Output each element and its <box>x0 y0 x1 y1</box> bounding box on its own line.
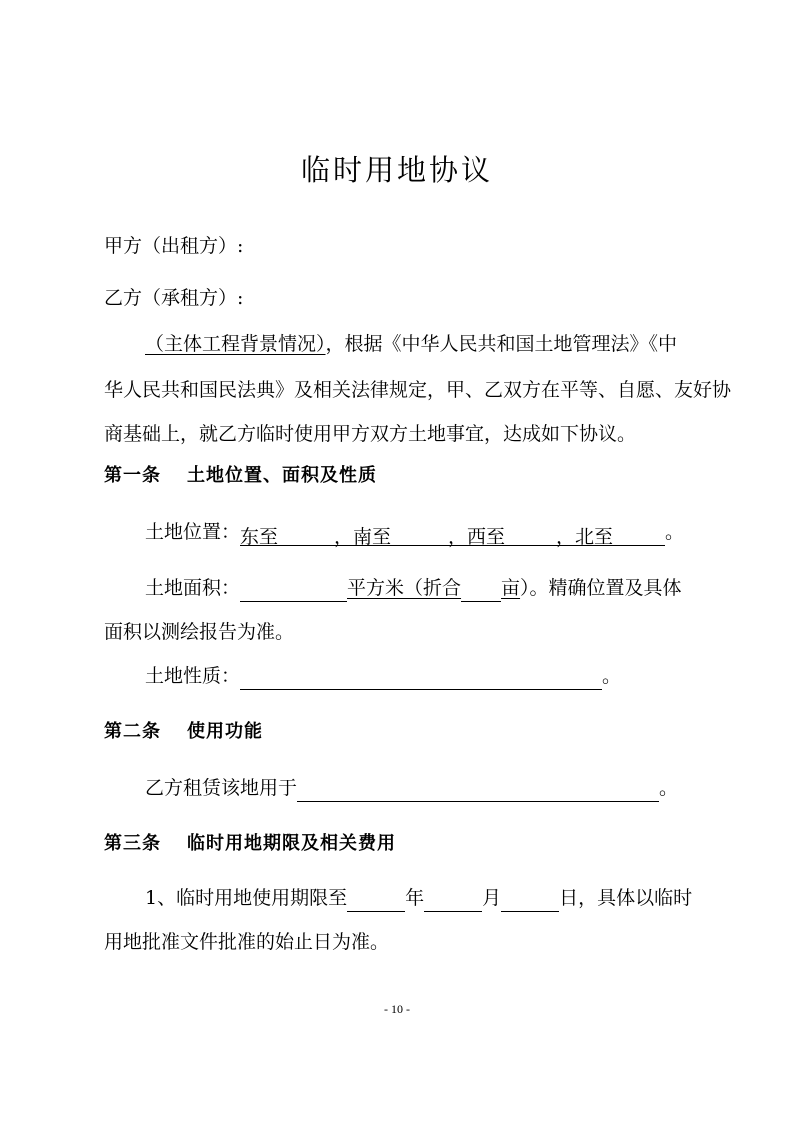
usage-line <box>145 774 678 802</box>
usage-end: 。 <box>659 777 679 799</box>
term-line-2: 用地批准文件批准的始止日为准。 <box>104 931 390 953</box>
land-area-label: 土地面积： <box>145 577 241 599</box>
land-location-line <box>145 518 684 546</box>
article-3-title: 临时用地期限及相关费用 <box>187 833 396 854</box>
usage-blank <box>297 779 659 802</box>
document-title: 临时用地协议 <box>300 153 493 187</box>
land-location-blank <box>240 523 665 546</box>
article-2-number: 第二条 <box>104 721 161 742</box>
preamble-line-1-text: ，根据《中华人民共和国土地管理法》《中 <box>325 333 678 355</box>
term-line-1-rest: 日，具体以临时 <box>559 887 693 909</box>
land-area-rest: ）。精确位置及具体 <box>520 577 682 599</box>
land-nature-end: 。 <box>602 665 622 687</box>
preamble-line-3: 商基础上，就乙方临时使用甲方双方土地事宜，达成如下协议。 <box>104 423 637 445</box>
land-location-label: 土地位置： <box>145 521 241 543</box>
article-3-number: 第三条 <box>104 833 161 854</box>
party-b-line: 乙方（承租方）: <box>104 287 244 309</box>
square-meter-unit: 平方米（折合 <box>347 577 462 599</box>
land-location-end: 。 <box>665 521 685 543</box>
land-area-line <box>145 574 682 602</box>
land-area-line-2: 面积以测绘报告为准。 <box>104 621 295 643</box>
west-boundary-label: ，西至 <box>448 526 506 548</box>
article-1-number: 第一条 <box>104 465 161 486</box>
north-boundary-label: ，北至 <box>556 526 614 548</box>
year-blank <box>347 889 405 912</box>
usage-label: 乙方租赁该地用于 <box>145 777 298 799</box>
article-1-heading <box>104 462 377 490</box>
article-1-title: 土地位置、面积及性质 <box>187 465 377 486</box>
project-background-field: （主体工程背景情况） <box>145 333 326 355</box>
south-boundary-label: ，南至 <box>334 526 392 548</box>
article-2-heading <box>104 718 263 746</box>
preamble-line-2: 华人民共和国民法典》及相关法律规定，甲、乙双方在平等、自愿、友好协 <box>104 379 732 401</box>
month-blank <box>424 889 482 912</box>
east-boundary-label: 东至 <box>240 526 279 548</box>
page-number: - 10 - <box>384 1002 410 1016</box>
day-blank <box>501 889 559 912</box>
land-area-sqm-blank <box>240 579 347 602</box>
preamble-line-1 <box>145 330 677 358</box>
land-nature-blank <box>240 667 602 690</box>
land-nature-line <box>145 662 621 690</box>
article-3-heading <box>104 830 396 858</box>
article-2-title: 使用功能 <box>187 721 263 742</box>
party-a-line: 甲方（出租方）: <box>104 235 244 257</box>
term-line-1 <box>145 884 692 912</box>
term-label: 1、临时用地使用期限至 <box>145 887 348 909</box>
month-label: 月 <box>482 887 502 909</box>
land-nature-label: 土地性质： <box>145 665 241 687</box>
land-area-mu-blank <box>461 579 501 602</box>
mu-unit: 亩 <box>501 577 521 599</box>
year-label: 年 <box>405 887 425 909</box>
